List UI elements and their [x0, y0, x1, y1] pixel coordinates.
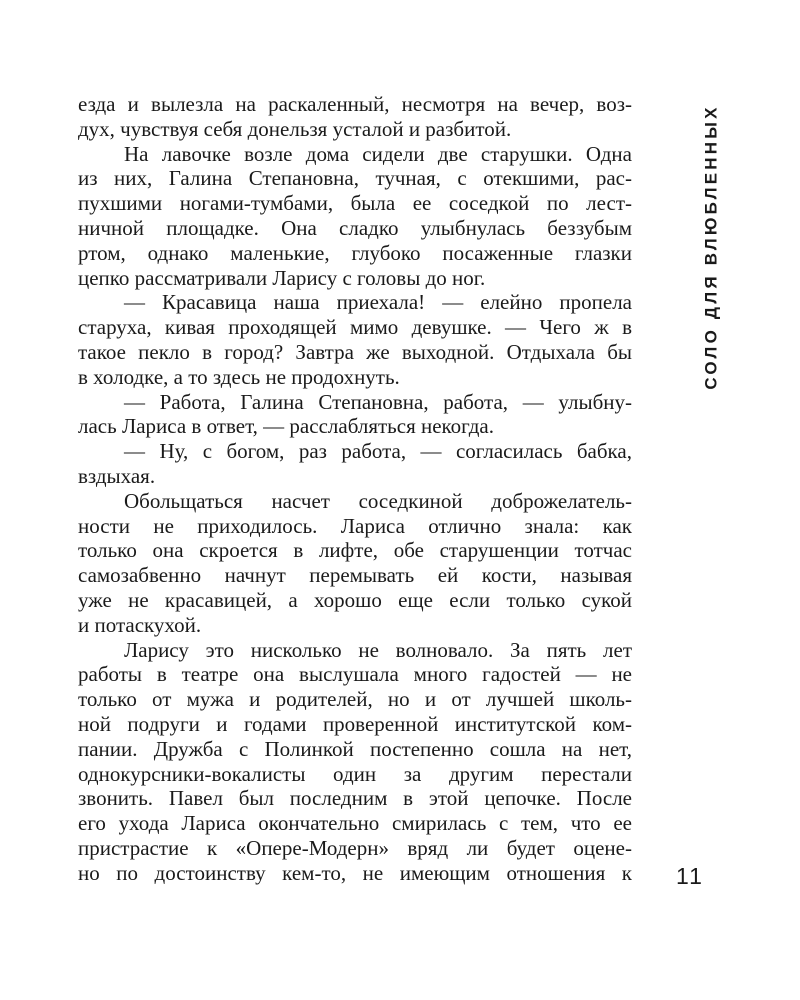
- running-head: [701, 96, 723, 398]
- text-line: но по достоинству кем-то, не имеющим отношения к: [78, 860, 632, 885]
- text-line: — Работа, Галина Степановна, работа, — улыбну-: [124, 389, 632, 414]
- text-line: — Ну, с богом, раз работа, — согласилась бабка,: [124, 439, 632, 464]
- text-line: однокурсники-вокалисты один за другим перестали: [78, 761, 632, 786]
- text-line: только от мужа и родителей, но и от лучшей школь-: [78, 687, 632, 712]
- text-line: работы в театре она выслушала много гадостей — не: [78, 662, 632, 687]
- text-line: — Красавица наша приехала! — елейно пропела: [124, 290, 632, 315]
- text-line: пухшими ногами-тумбами, была ее соседкой по лест-: [78, 191, 632, 216]
- text-line: пании. Дружба с Полинкой постепенно сошла на нет,: [78, 736, 632, 761]
- body-text: [78, 92, 632, 886]
- text-line: езда и вылезла на раскаленный, несмотря на вечер, воз-: [78, 92, 632, 116]
- text-line: ничной площадке. Она сладко улыбнулась беззубым: [78, 215, 632, 240]
- text-line: старуха, кивая проходящей мимо девушке. — Чего ж в: [78, 315, 632, 340]
- text-line: ртом, однако маленькие, глубоко посаженные глазки: [78, 240, 632, 265]
- text-line: самозабвенно начнут перемывать ей кости, называя: [78, 563, 632, 588]
- text-line: дух, чувствуя себя донельзя усталой и разбитой.: [78, 116, 512, 141]
- text-line: цепко рассматривали Ларису с головы до ног.: [78, 265, 486, 290]
- text-line: лась Лариса в ответ, — расслабляться некогда.: [78, 414, 494, 439]
- text-line: звонить. Павел был последним в этой цепочке. После: [78, 786, 632, 811]
- running-head-title: СОЛО ДЛЯ ВЛЮБЛЕННЫХ: [702, 104, 722, 390]
- text-line: такое пекло в город? Завтра же выходной. Отдыхала бы: [78, 339, 632, 364]
- text-line: пристрастие к «Опере-Модерн» вряд ли будет оцене-: [78, 835, 632, 860]
- text-line: уже не красавицей, а хорошо еще если только сукой: [78, 587, 632, 612]
- text-line: Ларису это нисколько не волновало. За пять лет: [124, 637, 632, 662]
- text-line: ной подруги и годами проверенной институтской ком-: [78, 711, 632, 736]
- text-line: его ухода Лариса окончательно смирилась с тем, что ее: [78, 811, 632, 836]
- text-line: ности не приходилось. Лариса отлично знала: как: [78, 513, 632, 538]
- text-line: и потаскухой.: [78, 612, 202, 637]
- text-line: вздыхая.: [78, 463, 156, 488]
- text-line: в холодке, а то здесь не продохнуть.: [78, 364, 400, 389]
- text-line: из них, Галина Степановна, тучная, с отекшими, рас-: [78, 166, 632, 191]
- text-line: только она скроется в лифте, обе старушенции тотчас: [78, 538, 632, 563]
- text-line: Обольщаться насчет соседкиной доброжелатель-: [124, 488, 632, 513]
- text-line: На лавочке возле дома сидели две старушки. Одна: [124, 141, 632, 166]
- page-number: 11: [676, 863, 704, 889]
